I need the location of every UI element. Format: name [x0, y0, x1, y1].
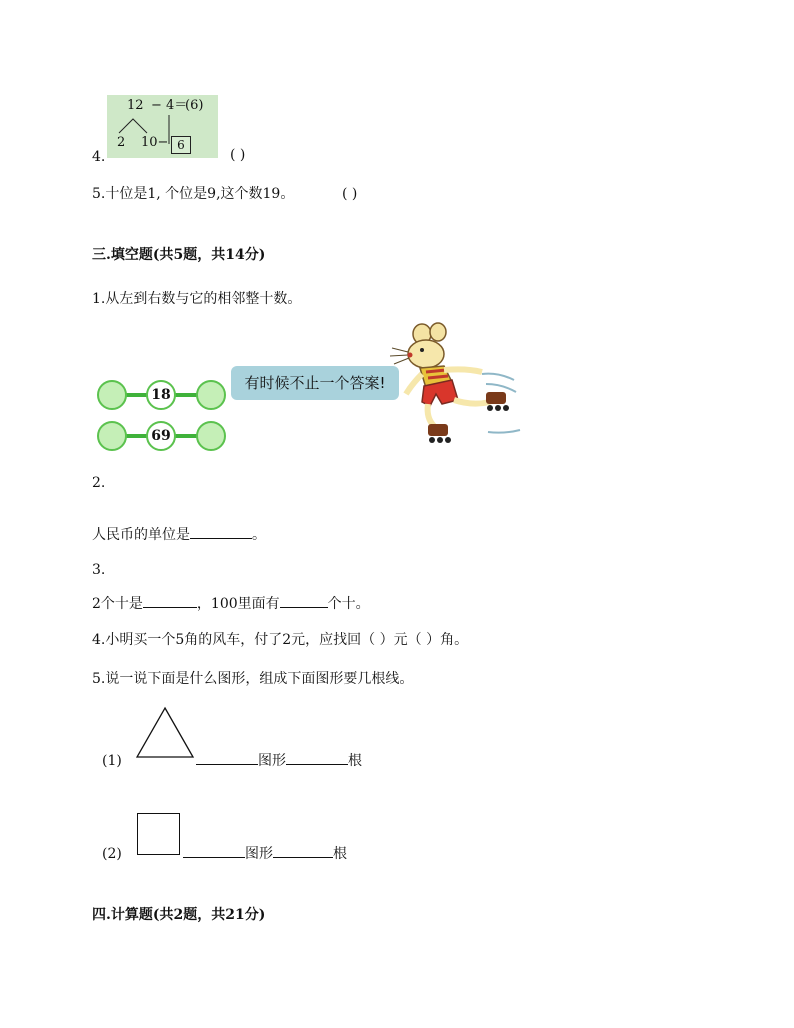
fill3-line [92, 595, 370, 613]
fill5-item1-line [196, 752, 362, 770]
fill2-text-after: 。 [252, 527, 266, 543]
fill2-number: 2. [92, 475, 106, 491]
item2-shape-blank[interactable] [183, 845, 245, 858]
q4-top-mid: − 4＝ [151, 98, 188, 113]
hint-bubble: 有时候不止一个答案! [231, 366, 399, 400]
q4-top-result: (6) [185, 98, 204, 113]
fill2-text-before: 人民币的单位是 [92, 527, 190, 543]
q4-answer-paren[interactable]: ( ) [230, 147, 246, 163]
item1-count-blank[interactable] [286, 752, 348, 765]
q5-judge-text: 5.十位是1, 个位是9,这个数19。 [92, 186, 295, 202]
item2-count-word: 根 [333, 846, 347, 862]
fill1-text: 1.从左到右数与它的相邻整十数。 [92, 291, 302, 307]
q4-diagram [107, 95, 218, 158]
row1-left-circle[interactable] [97, 380, 127, 410]
fill3-part3: 个十。 [327, 596, 370, 612]
row2-number: 69 [146, 421, 176, 451]
square-shape [137, 813, 180, 855]
fill5-item2-label: (2) [102, 846, 122, 862]
fill4-text: 4.小明买一个5角的风车，付了2元，应找回（ ）元（ ）角。 [92, 632, 469, 648]
item1-shape-word: 图形 [258, 753, 286, 769]
fill5-item1-label: (1) [102, 753, 122, 769]
row2-left-circle[interactable] [97, 421, 127, 451]
q4-boxed-number: 6 [171, 136, 191, 154]
row2-right-circle[interactable] [196, 421, 226, 451]
q4-bottom-left: 2 [117, 135, 126, 150]
fill5-item2-line [183, 845, 347, 863]
item2-count-blank[interactable] [273, 845, 333, 858]
q4-number: 4. [92, 149, 106, 165]
row1-number: 18 [146, 380, 176, 410]
fill5-text: 5.说一说下面是什么图形，组成下面图形要几根线。 [92, 671, 414, 687]
fill2-line [92, 526, 266, 544]
q4-bottom-mid: 10− [141, 135, 169, 150]
fill3-blank2[interactable] [280, 595, 328, 608]
item1-shape-blank[interactable] [196, 752, 258, 765]
item1-count-word: 根 [348, 753, 362, 769]
fill3-part1: 2个十是 [92, 596, 143, 612]
fill3-number: 3. [92, 562, 106, 578]
q5-judge-answer-paren[interactable]: ( ) [342, 186, 358, 202]
fill3-blank1[interactable] [143, 595, 197, 608]
triangle-shape [136, 706, 196, 760]
item2-shape-word: 图形 [245, 846, 273, 862]
q4-top-left: 12 [127, 98, 144, 113]
fill2-blank[interactable] [190, 526, 252, 539]
row1-right-circle[interactable] [196, 380, 226, 410]
skating-mouse-illustration [386, 322, 526, 450]
fill3-part2: ，100里面有 [196, 596, 280, 612]
section3-title: 三.填空题(共5题，共14分) [92, 247, 266, 263]
section4-title: 四.计算题(共2题，共21分) [92, 907, 266, 923]
